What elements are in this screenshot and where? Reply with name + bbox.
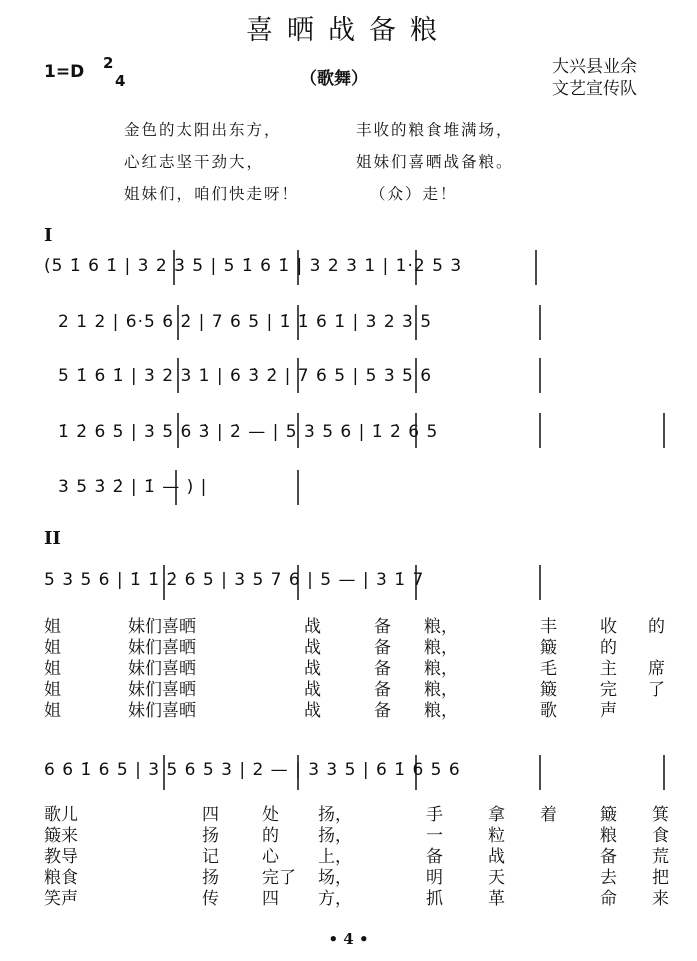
verse-word: 去: [600, 868, 617, 888]
prelude-line-3: 5 1̇ 6 1̇ | 3 2 3 1 | 6 3̇ 2̇ | 7 6 5 | 5 3 5 6: [58, 366, 433, 386]
verse-word: 战: [488, 847, 505, 867]
verse-word: 场，: [318, 868, 352, 888]
verse-word: 的: [600, 638, 617, 658]
verse-word: 荒: [652, 847, 669, 867]
song-title: 喜晒战备粮: [246, 15, 451, 46]
verse-word: 天: [488, 868, 505, 888]
verse-word: 处: [262, 805, 279, 825]
verse-word: 食: [652, 826, 669, 846]
song-line-2: 6 6 1̇ 6 5 | 3 5 6 5 3 | 2 — | 3 3 5 | 6 1̇ 6 5 6: [44, 760, 461, 780]
verse-word: 的: [262, 826, 279, 846]
intro-lyric-left-1: 金色的太阳出东方，: [124, 121, 282, 139]
verse-word: 命: [600, 889, 617, 909]
verse-word: 粮，: [424, 638, 458, 658]
verse-word: 完了: [262, 868, 296, 888]
verse-word: 扬: [202, 826, 219, 846]
verse-word: 丰: [540, 617, 557, 637]
key-signature: 1=D: [44, 62, 85, 82]
verse-word: 簸: [540, 638, 557, 658]
verse-word: 的: [648, 617, 665, 637]
verse-word: 拿: [488, 805, 505, 825]
verse-word: 把: [652, 868, 669, 888]
section-two-label: II: [44, 528, 61, 549]
verse-word: 记: [202, 847, 219, 867]
intro-lyric-right-3: （众）走！: [370, 185, 458, 203]
verse-word: 姐: [44, 701, 61, 721]
verse-word: 粮，: [424, 701, 458, 721]
genre-label: （歌舞）: [300, 69, 368, 89]
verse-word: 备: [374, 659, 391, 679]
verse-word: 妹们喜晒: [128, 659, 196, 679]
verse-word: 粮: [600, 826, 617, 846]
verse-word: 歌儿: [44, 805, 78, 825]
verse-word: 方，: [318, 889, 352, 909]
verse-word: 扬，: [318, 826, 352, 846]
author-line-2: 文艺宣传队: [552, 79, 637, 99]
verse-word: 簸来: [44, 826, 78, 846]
verse-word: 粒: [488, 826, 505, 846]
verse-word: 簸: [600, 805, 617, 825]
verse-word: 主: [600, 659, 617, 679]
prelude-line-5: 3 5 3̇ 2̇ | 1̇ — ) |: [58, 477, 208, 497]
verse-word: 革: [488, 889, 505, 909]
verse-word: 妹们喜晒: [128, 680, 196, 700]
verse-word: 战: [304, 659, 321, 679]
verse-word: 备: [374, 638, 391, 658]
verse-word: 战: [304, 680, 321, 700]
time-signature-bottom: 4: [115, 72, 126, 90]
verse-word: 妹们喜晒: [128, 638, 196, 658]
intro-lyric-left-3: 姐妹们，咱们快走呀！: [124, 185, 300, 203]
verse-word: 心: [262, 847, 279, 867]
intro-lyric-right-1: 丰收的粮食堆满场，: [356, 121, 514, 139]
verse-word: 四: [262, 889, 279, 909]
time-signature-top: 2: [103, 54, 114, 72]
verse-word: 姐: [44, 680, 61, 700]
verse-word: 收: [600, 617, 617, 637]
verse-word: 明: [426, 868, 443, 888]
intro-lyric-left-2: 心红志坚干劲大，: [124, 153, 265, 171]
verse-word: 毛: [540, 659, 557, 679]
verse-word: 妹们喜晒: [128, 617, 196, 637]
prelude-line-4: 1̇ 2̇ 6 5 | 3 5 6 3̇ | 2̇ — | 5 3 5 6 | 1̇ 2̇ 6 5: [58, 422, 439, 442]
verse-word: 姐: [44, 617, 61, 637]
verse-word: 来: [652, 889, 669, 909]
verse-word: 备: [374, 617, 391, 637]
prelude-line-2: 2 1 2 | 6·5 6 2̇ | 7 6 5 | 1̇ 1̇ 6 1̇ | 3 2 3 5: [58, 312, 433, 332]
verse-word: 粮食: [44, 868, 78, 888]
song-line-1: 5 3 5 6 | 1̇ 1̇ 2̇ 6 5 | 3 5 7 6 | 5 — | 3 1̇ 7: [44, 570, 425, 590]
page-number: • 4 •: [328, 930, 369, 948]
verse-word: 战: [304, 638, 321, 658]
verse-word: 抓: [426, 889, 443, 909]
verse-word: 箕: [652, 805, 669, 825]
verse-word: 席: [648, 659, 665, 679]
prelude-line-1: (5 1̇ 6 1̇ | 3 2 3 5 | 5 1̇ 6 1̇ | 3 2 3 1 | 1·2 5 3: [44, 256, 463, 276]
verse-word: 扬，: [318, 805, 352, 825]
verse-word: 歌: [540, 701, 557, 721]
verse-word: 声: [600, 701, 617, 721]
verse-word: 备: [426, 847, 443, 867]
verse-word: 妹们喜晒: [128, 701, 196, 721]
verse-word: 粮，: [424, 617, 458, 637]
verse-word: 教导: [44, 847, 78, 867]
section-one-label: I: [44, 225, 53, 246]
verse-word: 粮，: [424, 659, 458, 679]
intro-lyric-right-2: 姐妹们喜晒战备粮。: [356, 153, 514, 171]
verse-word: 着: [540, 805, 557, 825]
verse-word: 战: [304, 701, 321, 721]
verse-word: 扬: [202, 868, 219, 888]
verse-word: 一: [426, 826, 443, 846]
verse-word: 了: [648, 680, 665, 700]
verse-word: 姐: [44, 659, 61, 679]
verse-word: 簸: [540, 680, 557, 700]
verse-word: 笑声: [44, 889, 78, 909]
verse-word: 粮，: [424, 680, 458, 700]
author-line-1: 大兴县业余: [552, 57, 637, 77]
verse-word: 四: [202, 805, 219, 825]
verse-word: 手: [426, 805, 443, 825]
verse-word: 备: [600, 847, 617, 867]
verse-word: 姐: [44, 638, 61, 658]
verse-word: 传: [202, 889, 219, 909]
verse-word: 战: [304, 617, 321, 637]
verse-word: 备: [374, 680, 391, 700]
verse-word: 完: [600, 680, 617, 700]
verse-word: 上，: [318, 847, 352, 867]
verse-word: 备: [374, 701, 391, 721]
